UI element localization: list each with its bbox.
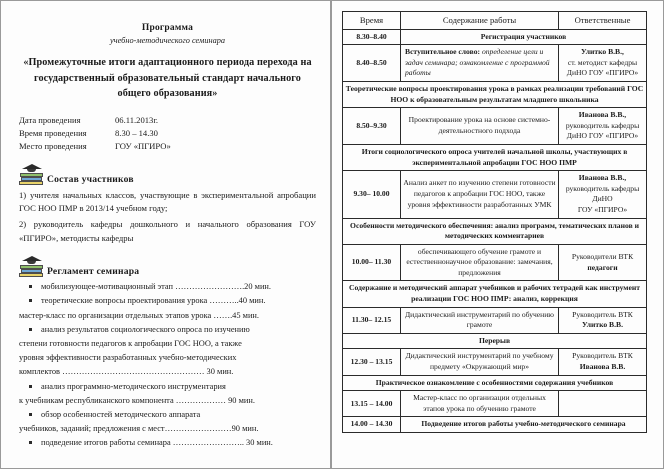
table-row bbox=[343, 333, 647, 349]
responsible-line: педагоги bbox=[587, 262, 618, 272]
graduation-cap-books-icon bbox=[19, 256, 45, 278]
cell-content bbox=[401, 45, 559, 82]
regulation-item bbox=[19, 380, 316, 393]
cell-time: 8.50–9.30 bbox=[343, 108, 401, 145]
program-subtitle: учебно-методического семинара bbox=[109, 36, 226, 45]
bullet-square-icon bbox=[29, 441, 32, 444]
participants-heading: Состав участников bbox=[47, 173, 134, 185]
cell-content: Мастер-класс по организации отдельных этапов урока по обучению грамоте bbox=[401, 391, 559, 417]
regulation-item bbox=[19, 294, 316, 307]
table-header-row bbox=[343, 12, 647, 30]
meta-label-place: Место проведения bbox=[19, 140, 87, 151]
regulation-item bbox=[19, 323, 316, 336]
responsible-line: Улитко В.В., bbox=[581, 47, 624, 57]
meta-label-date: Дата проведения bbox=[19, 114, 81, 125]
table-row bbox=[343, 218, 647, 244]
table-row bbox=[343, 144, 647, 170]
cell-section-band: Особенности методического обеспечения: анализ программ, тематических планов и методических комментариев bbox=[343, 218, 647, 244]
regulations-list bbox=[19, 280, 316, 449]
bullet-square-icon bbox=[29, 328, 32, 331]
cell-content: обеспечивающего обучение грамоте и естественнонаучное образование: замечания, предложения bbox=[401, 244, 559, 281]
cell-content: Дидактический инструментарий по учебному предмету «Окружающий мир» bbox=[401, 349, 559, 375]
responsible-line: ст. методист кафедры bbox=[567, 57, 638, 67]
regulation-item bbox=[19, 337, 316, 350]
table-row bbox=[343, 307, 647, 333]
responsible-line: ГОУ «ПГИРО» bbox=[577, 204, 628, 214]
cell-time: 11.30– 12.15 bbox=[343, 307, 401, 333]
table-row bbox=[343, 375, 647, 391]
page-left bbox=[0, 0, 331, 469]
bullet-square-icon bbox=[29, 299, 32, 302]
cell-responsible bbox=[559, 45, 647, 82]
responsible-line: ДиНО ГОУ «ПГИРО» bbox=[566, 131, 639, 141]
regulation-item bbox=[19, 436, 316, 449]
table-row bbox=[343, 417, 647, 433]
cell-time: 9.30– 10.00 bbox=[343, 171, 401, 218]
regulation-item bbox=[19, 280, 316, 293]
responsible-line: руководитель кафедры bbox=[565, 120, 640, 130]
regulation-item-text: мастер-класс по организации отдельных этапов урока …….45 мин. bbox=[19, 310, 260, 320]
cell-time: 8.40–8.50 bbox=[343, 45, 401, 82]
table-row bbox=[343, 29, 647, 45]
meta-value-place: ГОУ «ПГИРО» bbox=[115, 140, 171, 151]
cell-time: 10.00– 11.30 bbox=[343, 244, 401, 281]
cell-responsible bbox=[559, 171, 647, 218]
cell-time: 13.15 – 14.00 bbox=[343, 391, 401, 417]
cell-section-band: Теоретические вопросы проектирования урока в рамках реализации требований ГОС НОО к образовательным результатам младшего школьника bbox=[343, 81, 647, 107]
table-row bbox=[343, 349, 647, 375]
responsible-line: Руководитель ВТК bbox=[572, 309, 633, 319]
regulation-item bbox=[19, 422, 316, 435]
program-headline: «Промежуточные итоги адаптационного периода перехода на государственный образовательный стандарт начального общего образования» bbox=[23, 57, 312, 99]
cell-section-band: Итоги социологического опроса учителей начальной школы, участвующих в экспериментальной апробации ГОС НОО ПМР bbox=[343, 144, 647, 170]
table-row bbox=[343, 281, 647, 307]
cell-section-band: Перерыв bbox=[343, 333, 647, 349]
regulation-item-text: учебников, заданий; предложения с мест……………………90 мин. bbox=[19, 424, 259, 434]
responsible-line: Иванова В.В., bbox=[578, 110, 627, 120]
responsible-line: ДиНО ГОУ «ПГИРО» bbox=[566, 68, 639, 78]
participants-item: 2) руководитель кафедры дошкольного и начального образования ГОУ «ПГИРО», методисты кафедры bbox=[19, 219, 316, 243]
col-header-responsible: Ответственные bbox=[559, 12, 647, 30]
responsible-line: ДиНО bbox=[592, 194, 613, 204]
bullet-square-icon bbox=[29, 285, 32, 288]
regulations-heading: Регламент семинара bbox=[47, 266, 140, 278]
cell-section-band: Практическое ознакомление с особенностями содержания учебников bbox=[343, 375, 647, 391]
table-row bbox=[343, 244, 647, 281]
responsible-line: Иванова В.В. bbox=[579, 362, 626, 372]
regulation-item-text: мобилизующее-мотивационный этап …………………….20 мин. bbox=[41, 282, 271, 292]
regulation-item bbox=[19, 394, 316, 407]
graduation-cap-books-icon bbox=[19, 164, 45, 186]
regulation-item bbox=[19, 408, 316, 421]
cell-responsible bbox=[559, 307, 647, 333]
cell-responsible bbox=[559, 391, 647, 417]
content-lead-in: Вступительное слово: bbox=[405, 47, 481, 57]
regulation-item bbox=[19, 365, 316, 378]
cell-section-band: Содержание и методический аппарат учебников и рабочих тетрадей как инструмент реализации ГОС НОО ПМР: анализ, коррекция bbox=[343, 281, 647, 307]
cell-responsible bbox=[559, 108, 647, 145]
cell-responsible bbox=[559, 349, 647, 375]
responsible-line: Руководители ВТК bbox=[571, 251, 634, 261]
participants-item: 1) учителя начальных классов, участвующие в экспериментальной апробации ГОС НОО ПМР в 2013/14 учебном году; bbox=[19, 189, 316, 213]
cell-time: 14.00 – 14.30 bbox=[343, 417, 401, 433]
col-header-content: Содержание работы bbox=[401, 12, 559, 30]
regulation-item-text: анализ результатов социологического опроса по изучению bbox=[41, 324, 250, 334]
table-row bbox=[343, 108, 647, 145]
regulation-item bbox=[19, 309, 316, 322]
regulation-item-text: анализ программно-методического инструментария bbox=[41, 381, 226, 391]
table-row bbox=[343, 81, 647, 107]
cell-responsible bbox=[559, 244, 647, 281]
cell-section-band: Регистрация участников bbox=[401, 29, 647, 45]
responsible-line: руководитель кафедры bbox=[565, 183, 640, 193]
responsible-line: Улитко В.В. bbox=[582, 320, 623, 330]
cell-time: 8.30–8.40 bbox=[343, 29, 401, 45]
regulation-item-text: к учебникам республиканского компонента ……………… 90 мин. bbox=[19, 395, 255, 405]
meta-row bbox=[19, 114, 316, 127]
cell-content: Анализ анкет по изучению степени готовности педагогов к апробации ГОС НОО, также уровня эффективности разработанных УМК bbox=[401, 171, 559, 218]
meta-row bbox=[19, 127, 316, 140]
col-header-time: Время bbox=[343, 12, 401, 30]
cell-content: Дидактический инструментарий по обучению грамоте bbox=[401, 307, 559, 333]
cell-content: Проектирование урока на основе системно-деятельностного подхода bbox=[401, 108, 559, 145]
program-title: Программа bbox=[141, 23, 194, 33]
regulation-item-text: теоретические вопросы проектирования урока ………..40 мин. bbox=[41, 296, 266, 306]
regulation-item-text: подведение итогов работы семинара …………………….. 30 мин. bbox=[41, 438, 273, 448]
regulation-item-text: уровня эффективности разработанных учебно-методических bbox=[19, 353, 237, 363]
meta-value-time: 8.30 – 14.30 bbox=[115, 127, 158, 138]
meta-value-date: 06.11.2013г. bbox=[115, 114, 159, 125]
bullet-square-icon bbox=[29, 413, 32, 416]
meta-row bbox=[19, 140, 316, 153]
cell-content: Подведение итогов работы учебно-методического семинара bbox=[401, 417, 647, 433]
bullet-square-icon bbox=[29, 385, 32, 388]
table-row bbox=[343, 391, 647, 417]
table-row bbox=[343, 171, 647, 218]
meta-label-time: Время проведения bbox=[19, 127, 87, 138]
event-meta bbox=[19, 114, 316, 153]
participants-heading-row bbox=[19, 164, 316, 186]
page-right bbox=[331, 0, 664, 469]
regulations-heading-row bbox=[19, 256, 316, 278]
regulation-item-text: обзор особенностей методического аппарата bbox=[41, 409, 201, 419]
responsible-line: Иванова В.В., bbox=[578, 173, 627, 183]
regulation-item-text: степени готовности педагогов к апробации ГОС НОО, а также bbox=[19, 338, 242, 348]
regulation-item bbox=[19, 351, 316, 364]
table-row bbox=[343, 45, 647, 82]
regulation-item-text: комплектов …………………………………………… 30 мин. bbox=[19, 367, 234, 377]
schedule-table bbox=[342, 11, 647, 433]
content-detail: определение цели и задач семинара; ознакомление с программой работы bbox=[405, 47, 550, 78]
responsible-line: Руководитель ВТК bbox=[572, 351, 633, 361]
cell-time: 12.30 – 13.15 bbox=[343, 349, 401, 375]
